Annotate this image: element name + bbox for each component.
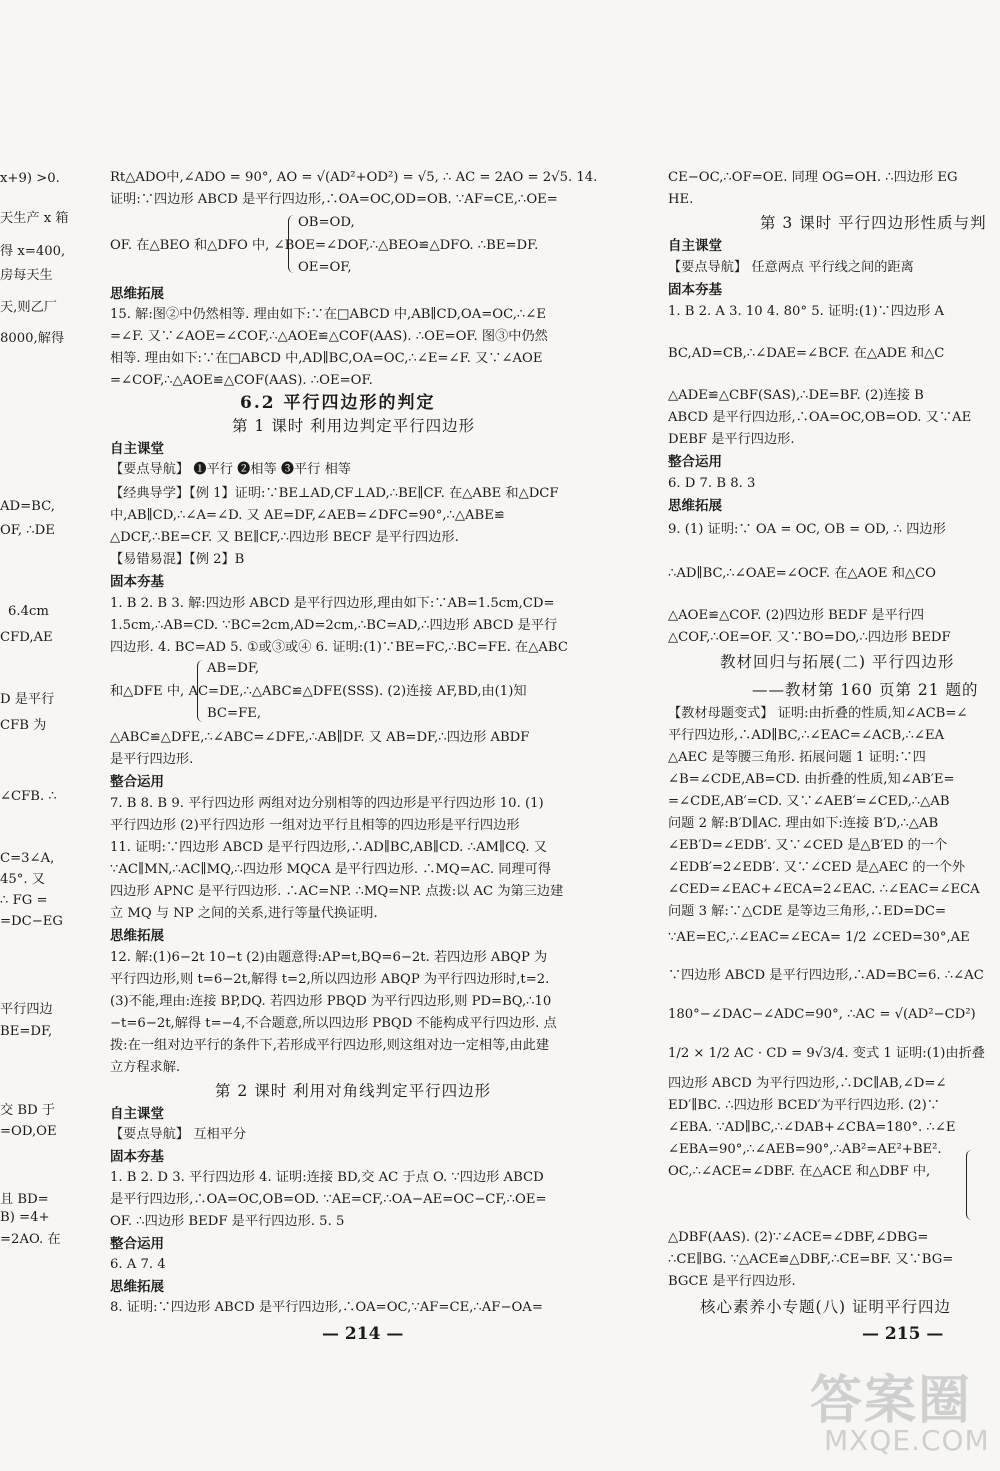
text-line: 问题 3 解:∵△CDE 是等边三角形,∴ED=DC= <box>668 904 947 919</box>
left-fragment: =2AO. 在 <box>0 1232 61 1247</box>
text-line: 四边形. 4. BC=AD 5. ①或③或④ 6. 证明:(1)∵BE=FC,∴BC=FE. 在△ABC <box>110 640 568 655</box>
section-title: 教材回归与拓展(二) 平行四边形 <box>720 653 955 671</box>
text-line: 8. 证明:∵四边形 ABCD 是平行四边形,∴OA=OC,∵AF=CE,∴AF−OA= <box>110 1300 543 1315</box>
page-number: — 214 — <box>322 1324 404 1344</box>
section-heading: 自主课堂 <box>110 441 164 457</box>
section-heading: 自主课堂 <box>110 1106 164 1122</box>
text-line: 四边形 APNC 是平行四边形. ∴AC=NP. ∴MQ=NP. 点拨:以 AC 为第三边建 <box>110 884 564 899</box>
left-fragment: OF, ∴DE <box>0 523 55 538</box>
text-line: 【教材母题变式】 证明:由折叠的性质,知∠ACB=∠ <box>668 706 968 721</box>
left-fragment: 8000,解得 <box>0 331 65 346</box>
text-line: 和△DFE 中, AC=DE,∴△ABC≌△DFE(SSS). (2)连接 AF,BD,由(1)知 <box>110 684 527 699</box>
lesson-title: 第 1 课时 利用边判定平行四边形 <box>232 417 476 435</box>
text-line: 相等. 理由如下:∵在□ABCD 中,AD∥BC,OA=OC,∴∠E=∠F. 又∵∠AOE <box>110 351 543 366</box>
lesson-title: 第 2 课时 利用对角线判定平行四边形 <box>215 1082 492 1100</box>
section-heading: 整合运用 <box>668 454 722 470</box>
text-line: HE. <box>668 192 694 207</box>
text-line: 15. 解:图②中仍然相等. 理由如下:∵在□ABCD 中,AB∥CD,OA=OC,∴∠E <box>110 307 546 322</box>
left-fragment: 交 BD 于 <box>0 1103 56 1118</box>
section-heading: 自主课堂 <box>668 238 722 254</box>
brace-condition: AB=DF, <box>207 661 260 676</box>
text-line: =∠COF,∴△AOE≌△COF(AAS). ∴OE=OF. <box>110 373 373 388</box>
section-heading: 思维拓展 <box>110 928 164 944</box>
text-line: BC,AD=CB,∴∠DAE=∠BCF. 在△ADE 和△C <box>668 346 945 361</box>
text-line: 中,AB∥CD,∴∠A=∠D. 又 AE=DF,∠AEB=∠DFC=90°,∴△ABE≌ <box>110 508 505 523</box>
brace-condition: OB=OD, <box>298 215 355 230</box>
text-line: 6. A 7. 4 <box>110 1257 166 1272</box>
left-fragment: ∠CFB. ∴ <box>0 789 57 804</box>
lesson-title: 第 3 课时 平行四边形性质与判 <box>760 214 987 232</box>
text-line: ∠EBA. ∵AD∥BC,∴∠DAB+∠CBA=180°. ∴∠E <box>668 1120 956 1135</box>
brace-condition: OE=OF, <box>298 260 352 275</box>
left-fragment: =OD,OE <box>0 1124 57 1139</box>
text-line: 立 MQ 与 NP 之间的关系,进行等量代换证明. <box>110 906 378 921</box>
text-line: 四边形 ABCD 为平行四边形,∴DC∥AB,∠D=∠ <box>668 1076 947 1091</box>
text-line: △AEC 是等腰三角形. 拓展问题 1 证明:∵四 <box>668 750 926 765</box>
page-number: — 215 — <box>862 1324 944 1344</box>
text-line: 是平行四边形. <box>110 752 194 767</box>
text-line: △COF,∴OE=OF. 又∵BO=DO,∴四边形 BEDF <box>668 630 951 645</box>
text-line: ∠EB′D=∠EDB′. 又∵∠CED 是△B′ED 的一个 <box>668 838 948 853</box>
text-line: BGCE 是平行四边形. <box>668 1274 796 1289</box>
text-line: 拨:在一组对边平行的条件下,若形成平行四边形,则这组对边一定相等,由此建 <box>110 1038 550 1053</box>
text-line: 平行四边形 (2)平行四边形 一组对边平行且相等的四边形是平行四边形 <box>110 818 520 833</box>
text-line: =∠CDE,AB′=CD. 又∵∠AEB′=∠CED,∴△AB <box>668 794 950 809</box>
text-line: △ADE≌△CBF(SAS),∴DE=BF. (2)连接 B <box>668 388 924 403</box>
text-line: 【要点导航】 ❶平行 ❷相等 ❸平行 相等 <box>110 462 351 477</box>
text-line: =∠F. 又∵∠AOE=∠COF,∴△AOE≌△COF(AAS). ∴OE=OF. 图③中仍然 <box>110 329 548 344</box>
text-line: OF. 在△BEO 和△DFO 中, ∠BOE=∠DOF,∴△BEO≌△DFO. ∴BE=DF. <box>110 238 539 253</box>
text-line: ∠EBA=90°,∴∠AEB=90°,∴AB²=AE²+BE². <box>668 1142 942 1157</box>
text-line: 立方程求解. <box>110 1060 181 1075</box>
text-line: 12. 解:(1)6−2t 10−t (2)由题意得:AP=t,BQ=6−2t. 若四边形 ABQP 为 <box>110 950 548 965</box>
left-fragment: ∴ FG = <box>0 893 48 908</box>
left-fragment: BE=DF, <box>0 1024 53 1039</box>
text-line: 6. D 7. B 8. 3 <box>668 476 756 491</box>
text-line: △DCF,∴BE=CF. 又 BE∥CF,∴四边形 BECF 是平行四边形. <box>110 530 459 545</box>
left-fragment: C=3∠A, <box>0 851 55 866</box>
text-line: 1/2 × 1/2 AC · CD = 9√3/4. 变式 1 证明:(1)由折叠 <box>668 1046 985 1061</box>
text-line: ∵AE=EC,∴∠EAC=∠ECA= 1/2 ∠CED=30°,AE <box>668 930 970 945</box>
text-line: 证明:∵四边形 ABCD 是平行四边形,∴OA=OC,OD=OB. ∵AF=CE,∴OE= <box>110 192 558 207</box>
left-fragment: x+9) >0. <box>0 171 60 186</box>
section-heading: 固本夯基 <box>668 282 722 298</box>
section-title: 核心素养小专题(八) 证明平行四边 <box>700 1298 952 1316</box>
section-heading: 思维拓展 <box>110 286 164 302</box>
text-line: ∠EDB′=2∠EDB′. 又∵∠CED 是△AEC 的一个外 <box>668 860 966 875</box>
left-fragment: 且 BD= <box>0 1192 49 1207</box>
section-heading: 整合运用 <box>110 774 164 790</box>
text-line: 11. 证明:∵四边形 ABCD 是平行四边形,∴AD∥BC,AB∥CD. ∴AM∥CQ. 又 <box>110 840 547 855</box>
text-line: 是平行四边形,∴OA=OC,OB=OD. ∵AE=CF,∴OA−AE=OC−CF,∴OE= <box>110 1192 547 1207</box>
text-line: 【要点导航】 任意两点 平行线之间的距离 <box>668 260 914 275</box>
text-line: ∵四边形 ABCD 是平行四边形,∴AD=BC=6. ∴∠AC <box>668 968 984 983</box>
text-line: 7. B 8. B 9. 平行四边形 两组对边分别相等的四边形是平行四边形 10. (1) <box>110 796 544 811</box>
section-subtitle: ——教材第 160 页第 21 题的 <box>752 681 979 699</box>
brace-condition: BC=FE, <box>207 706 262 721</box>
left-fragment: B) =4+ <box>0 1210 50 1225</box>
text-line: 1. B 2. D 3. 平行四边形 4. 证明:连接 BD,交 AC 于点 O. ∵四边形 ABCD <box>110 1170 544 1185</box>
left-fragment: 得 x=400, <box>0 244 66 259</box>
left-fragment: 天,则乙厂 <box>0 300 57 315</box>
text-line: △DBF(AAS). (2)∵∠ACE=∠DBF,∠DBG= <box>668 1230 929 1245</box>
text-line: ABCD 是平行四边形,∴OA=OC,OB=OD. 又∵AE <box>668 410 972 425</box>
section-title: 6.2 平行四边形的判定 <box>240 393 436 413</box>
text-line: 平行四边形,∴AD∥BC,∴∠EAC=∠ACB,∴∠EA <box>668 728 945 743</box>
left-fragment: 天生产 x 箱 <box>0 211 69 226</box>
text-line: 1.5cm,∴AB=CD. ∵BC=2cm,AD=2cm,∴BC=AD,∴四边形 ABCD 是平行 <box>110 618 558 633</box>
equation-brace <box>966 1150 973 1220</box>
text-line: DEBF 是平行四边形. <box>668 432 795 447</box>
text-line: 【经典导学】【例 1】证明:∵BE⊥AD,CF⊥AD,∴BE∥CF. 在△ABE 和△DCF <box>110 486 559 501</box>
text-line: △AOE≌△COF. (2)四边形 BEDF 是平行四 <box>668 608 925 623</box>
text-line: Rt△ADO中,∠ADO = 90°, AO = √(AD²+OD²) = √5, ∴ AC = 2AO = 2√5. 14. <box>110 170 598 185</box>
text-line: ∴AD∥BC,∴∠OAE=∠OCF. 在△AOE 和△CO <box>668 566 936 581</box>
watermark-url: MXQE.COM <box>824 1424 990 1457</box>
left-fragment: AD=BC, <box>0 499 55 514</box>
text-line: 平行四边形,则 t=6−2t,解得 t=2,所以四边形 ABQP 为平行四边形时,t=2. <box>110 972 550 987</box>
text-line: ∠CED=∠EAC+∠ECA=2∠EAC. ∴∠EAC=∠ECA <box>668 882 980 897</box>
text-line: OC,∴∠ACE=∠DBF. 在△ACE 和△DBF 中, <box>668 1164 931 1179</box>
text-line: ED′∥BC. ∴四边形 BCED′为平行四边形. (2)∵ <box>668 1098 940 1113</box>
section-heading: 思维拓展 <box>668 498 722 514</box>
left-fragment: 平行四边 <box>0 1002 53 1017</box>
left-fragment: CFD,AE <box>0 630 53 645</box>
text-line: 1. B 2. B 3. 解:四边形 ABCD 是平行四边形,理由如下:∵AB=1.5cm,CD= <box>110 596 555 611</box>
section-heading: 整合运用 <box>110 1236 164 1252</box>
section-heading: 思维拓展 <box>110 1279 164 1295</box>
text-line: −t=6−2t,解得 t=−4,不合题意,所以四边形 PBQD 不能构成平行四边形. 点 <box>110 1016 557 1031</box>
text-line: CE−OC,∴OF=OE. 同理 OG=OH. ∴四边形 EG <box>668 170 958 185</box>
watermark-logo: 答案圈 <box>810 1371 973 1431</box>
text-line: ∠B=∠CDE,AB=CD. 由折叠的性质,知∠AB′E= <box>668 772 955 787</box>
left-fragment: =DC−EG <box>0 914 63 929</box>
text-line: 1. B 2. A 3. 10 4. 80° 5. 证明:(1)∵四边形 A <box>668 304 944 319</box>
text-line: 【易错易混】【例 2】B <box>110 552 245 567</box>
left-fragment: 45°. 又 <box>0 872 45 887</box>
text-line: △ABC≌△DFE,∴∠ABC=∠DFE,∴AB∥DF. 又 AB=DF,∴四边形 ABDF <box>110 730 530 745</box>
text-line: (3)不能,理由:连接 BP,DQ. 若四边形 PBQD 为平行四边形,则 PD=BQ,∴10 <box>110 994 552 1009</box>
left-fragment: CFB 为 <box>0 718 47 733</box>
section-heading: 固本夯基 <box>110 1149 164 1165</box>
text-line: 【要点导航】 互相平分 <box>110 1127 247 1142</box>
text-line: OF. ∴四边形 BEDF 是平行四边形. 5. 5 <box>110 1214 345 1229</box>
text-line: 9. (1) 证明:∵ OA = OC, OB = OD, ∴ 四边形 <box>668 522 946 537</box>
text-line: 问题 2 解:B′D∥AC. 理由如下:连接 B′D,∴△AB <box>668 816 939 831</box>
left-fragment: 6.4cm <box>8 604 49 619</box>
section-heading: 固本夯基 <box>110 574 164 590</box>
text-line: ∵AC∥MN,∴AC∥MQ,∴四边形 MQCA 是平行四边形. ∴MQ=AC. 同理可得 <box>110 862 552 877</box>
left-fragment: D 是平行 <box>0 692 55 707</box>
text-line: 180°−∠DAC−∠ADC=90°, ∴AC = √(AD²−CD²) <box>668 1007 976 1022</box>
left-fragment: 房每天生 <box>0 268 53 283</box>
text-line: ∴CE∥BG. ∵△ACE≌△DBF,∴CE=BF. 又∵BG= <box>668 1252 954 1267</box>
